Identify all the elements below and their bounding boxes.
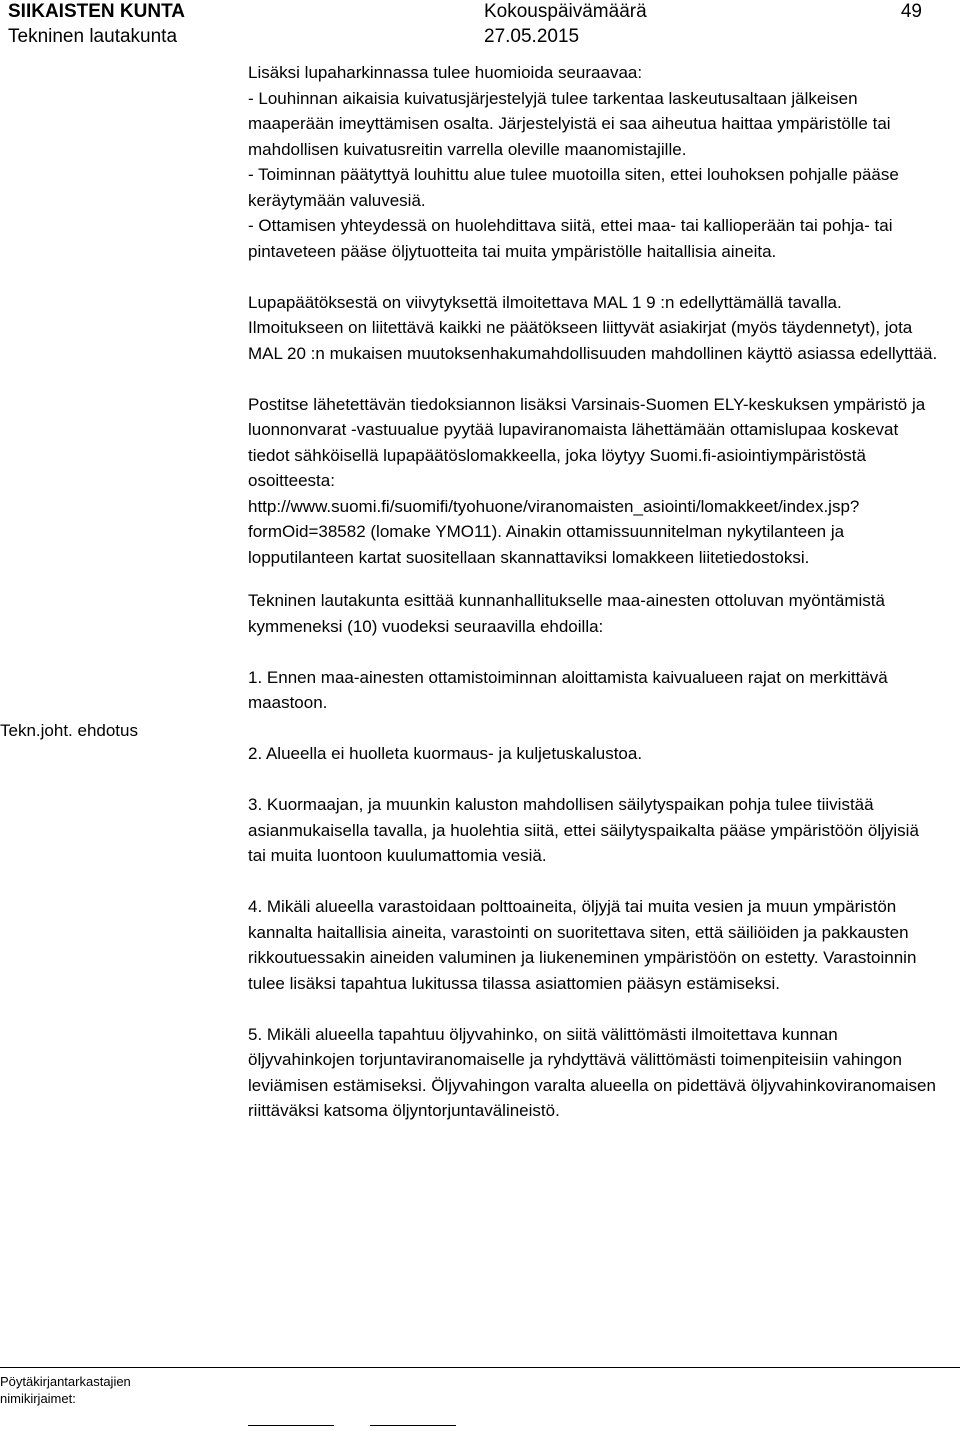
- proposal-item: 4. Mikäli alueella varastoidaan polttoaineita, öljyjä tai muita vesien ja muun ympäristön kannalta haitallisia aineita, varastointi on suoritettava siten, että säiliöiden ja pakkausten rikkoutuessakin aineiden valuminen ja liukeneminen ympäristöön on estetty. Varastoinnin tulee lisäksi tapahtua lukitussa tilassa asiattomien pääsyn estämiseksi.: [248, 897, 917, 993]
- proposal-item: 2. Alueella ei huolleta kuormaus- ja kuljetuskalustoa.: [248, 744, 643, 763]
- proposal-intro: Tekninen lautakunta esittää kunnanhallitukselle maa-ainesten ottoluvan myöntämistä kymmeneksi (10) vuodeksi seuraavilla ehdoilla:: [248, 591, 885, 636]
- organization-name: SIIKAISTEN KUNTA: [8, 1, 185, 22]
- conditions-intro: Lisäksi lupaharkinnassa tulee huomioida seuraavaa:: [248, 63, 643, 82]
- meeting-date: 27.05.2015: [484, 26, 580, 47]
- paragraph-gap: [248, 869, 938, 895]
- proposal-item: 5. Mikäli alueella tapahtuu öljyvahinko, on siitä välittömästi ilmoitettava kunnan öljyvahinkojen torjuntaviranomaiselle ja ryhdyttävä välittömästi toimenpiteisiin vahingon leviämisen estämiseksi. Öljyvahingon varalta alueella on pidettävä öljyvahinkoviranomaisen riittäväksi katsoma öljyntorjuntavälineistö.: [248, 1024, 936, 1120]
- proposal-item: 3. Kuormaajan, ja muunkin kaluston mahdollisen säilytyspaikan pohja tulee tiivistää asianmukaisella tavalla, ja huolehtia siitä, ettei säilytyspaikalta pääse ympäristöön öljyisiä tai muita luontoon kuulumattomia vesiä.: [248, 795, 919, 865]
- meeting-date-label: Kokouspäivämäärä: [484, 1, 647, 22]
- page-number: 49: [900, 1, 922, 22]
- condition-item: - Ottamisen yhteydessä on huolehdittava siitä, ettei maa- tai kallioperään tai pohja- tai pintaveteen pääse öljytuotteita tai muita ympäristölle haitallisia aineita.: [248, 216, 893, 261]
- board-name: Tekninen lautakunta: [8, 26, 178, 47]
- page-header: [8, 0, 952, 52]
- notice-paragraph: Lupapäätöksestä on viivytyksettä ilmoitettava MAL 1 9 :n edellyttämällä tavalla. Ilmoitukseen on liitettävä kaikki ne päätökseen liittyvät asiakirjat (myös täydennetyt), jota MAL 20 :n mukaisen muutoksenhakumahdollisuuden mahdollinen käyttö asiassa edellyttää.: [248, 292, 938, 363]
- proposal-item: 1. Ennen maa-ainesten ottamistoiminnan aloittamista kaivualueen rajat on merkittävä maastoon.: [248, 667, 888, 712]
- proposal-label: Tekn.joht. ehdotus: [0, 721, 138, 740]
- paragraph-gap: [248, 716, 938, 742]
- condition-item: - Louhinnan aikaisia kuivatusjärjestelyjä tulee tarkentaa laskeutusaltaan jälkeisen maaperään imeyttämisen osalta. Järjestelyistä ei saa aiheutua haittaa ympäristölle tai mahdollisen kuivatusreitin varrella oleville maanomistajille.: [248, 88, 891, 159]
- paragraph-gap: [248, 366, 938, 392]
- initials-line: [248, 1425, 334, 1426]
- paragraph-gap: [248, 570, 938, 588]
- condition-item: - Toiminnan päätyttyä louhittu alue tulee muotoilla siten, ettei louhoksen pohjalle pääse keräytymään valuvesiä.: [248, 165, 899, 210]
- initials-line: [370, 1425, 456, 1426]
- page-footer: [0, 1367, 960, 1431]
- paragraph-gap: [248, 767, 938, 793]
- paragraph-gap: [248, 996, 938, 1022]
- initials-label: Pöytäkirjantarkastajien nimikirjaimet:: [0, 1374, 131, 1406]
- paragraph-gap: [248, 264, 938, 290]
- document-body: [248, 60, 938, 1124]
- mail-paragraph: Postitse lähetettävän tiedoksiannon lisäksi Varsinais-Suomen ELY-keskuksen ympäristö ja luonnonvarat -vastuualue pyytää lupaviranomaista lähettämään ottamislupaa koskevat tiedot sähköisellä lupapäätöslomakkeella, joka löytyy Suomi.fi-asiointiympäristöstä osoitteesta: http://www.suomi.fi/suomifi/tyohuone/viranomaisten_asiointi/lomakkeet/index.jsp?formOid=38582 (lomake YMO11). Ainakin ottamissuunnitelman nykytilanteen ja lopputilanteen kartat suositellaan skannattaviksi lomakkeen liitetiedostoksi.: [248, 394, 926, 567]
- paragraph-gap: [248, 639, 938, 665]
- footer-divider: [0, 1367, 960, 1368]
